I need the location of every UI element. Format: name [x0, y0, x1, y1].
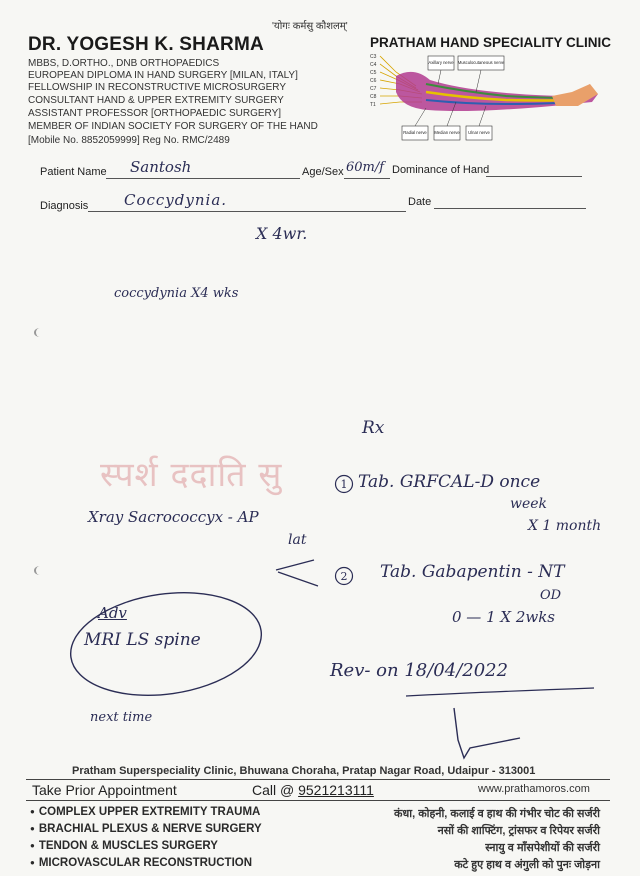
- motto: 'योगः कर्मसु कौशलम्': [272, 21, 348, 32]
- punch-hole: [34, 328, 45, 337]
- age-sex-line: [344, 178, 390, 179]
- patient-name-line: [106, 178, 300, 179]
- medicine-1: Tab. GRFCAL-D once: [358, 472, 541, 492]
- dominance-line: [486, 176, 582, 177]
- duration-note: X 4wr.: [256, 224, 308, 243]
- arm-nerve-diagram: [366, 52, 606, 148]
- age-sex-label: Age/Sex: [302, 166, 344, 178]
- advice-heading: Adv: [98, 604, 127, 622]
- footer-divider: [26, 779, 610, 780]
- service-item-hindi: कंधा, कोहनी, कलाई व हाथ की गंभीर चोट की सर्जरी: [394, 808, 600, 820]
- clinic-address: Pratham Superspeciality Clinic, Bhuwana Choraha, Pratap Nagar Road, Udaipur - 313001: [72, 765, 536, 777]
- patient-name-value: Santosh: [130, 158, 192, 176]
- nerve-label: Radial nerve: [403, 130, 427, 135]
- service-item: ● TENDON & MUSCLES SURGERY: [30, 840, 218, 852]
- phone-number[interactable]: 9521213111: [298, 782, 374, 798]
- item-number-1: [334, 474, 354, 494]
- item-number-2: [334, 566, 354, 586]
- medicine-1-frequency: week: [510, 496, 548, 512]
- nerve-level-label: C4: [370, 62, 377, 68]
- diagnosis-label: Diagnosis: [40, 200, 89, 212]
- date-line: [434, 208, 586, 209]
- nerve-level-label: C7: [370, 86, 377, 92]
- patient-name-label: Patient Name: [40, 166, 107, 178]
- diagnosis-value: Coccydynia.: [124, 191, 228, 209]
- doctor-name: DR. YOGESH K. SHARMA: [28, 34, 264, 55]
- service-item: ● BRACHIAL PLEXUS & NERVE SURGERY: [30, 823, 262, 835]
- rx-symbol: Rx: [362, 418, 385, 438]
- date-label: Date: [408, 196, 432, 208]
- nerve-label: Ulnar nerve: [468, 130, 490, 135]
- call-label: Call @: [252, 782, 295, 798]
- nerve-level-label: C3: [370, 54, 377, 60]
- service-item-hindi: नसों की शाफ्टिंग, ट्रांसफर व रिपेयर सर्जरी: [437, 825, 600, 837]
- credential-line: EUROPEAN DIPLOMA IN HAND SURGERY [MILAN, ITALY]: [28, 70, 298, 81]
- age-sex-value: 60m/f: [346, 160, 385, 175]
- nerve-label: Axillary nerve: [428, 60, 454, 65]
- nerve-level-label: C5: [370, 70, 377, 76]
- nerve-level-label: C8: [370, 94, 377, 100]
- medicine-2-duration: 0 — 1 X 2wks: [452, 608, 556, 626]
- credential-line: MEMBER OF INDIAN SOCIETY FOR SURGERY OF THE HAND: [28, 121, 318, 132]
- service-item-hindi: कटे हुए हाथ व अंगुली को पुनः जोड़ना: [454, 859, 600, 871]
- svg-text:1: 1: [340, 478, 348, 491]
- medicine-1-duration: X 1 month: [528, 518, 602, 534]
- nerve-level-label: T1: [370, 102, 376, 108]
- svg-text:2: 2: [340, 570, 348, 583]
- punch-hole: [34, 566, 45, 575]
- complaint-note: coccydynia X4 wks: [114, 286, 239, 301]
- signature: [440, 706, 530, 768]
- medicine-2: Tab. Gabapentin - NT: [380, 562, 565, 582]
- nerve-label: Median nerve: [434, 130, 460, 135]
- dominance-label: Dominance of Hand: [392, 164, 490, 176]
- clinic-name: PRATHAM HAND SPECIALITY CLINIC: [370, 35, 612, 50]
- footer-divider: [26, 800, 610, 801]
- website[interactable]: www.prathamoros.com: [478, 783, 590, 795]
- nerve-label: Musculocutaneous nerve: [457, 60, 505, 65]
- appointment-note: Take Prior Appointment: [32, 782, 177, 798]
- credential-line: MBBS, D.ORTHO., DNB ORTHOPAEDICS: [28, 58, 220, 69]
- diagnosis-line: [88, 211, 406, 212]
- medicine-2-dose: OD: [540, 588, 562, 603]
- watermark: स्पर्श ददाति सु: [100, 455, 283, 495]
- service-item: ● COMPLEX UPPER EXTREMITY TRAUMA: [30, 806, 260, 818]
- mri-advice: MRI LS spine: [84, 630, 201, 650]
- nerve-level-label: C6: [370, 78, 377, 84]
- review-note: Rev- on 18/04/2022: [330, 660, 509, 681]
- credential-line: FELLOWSHIP IN RECONSTRUCTIVE MICROSURGERY: [28, 82, 286, 93]
- next-time-note: next time: [90, 710, 153, 725]
- xray-lateral: lat: [288, 532, 307, 548]
- contact-line: [Mobile No. 8852059999] Reg No. RMC/2489: [28, 135, 230, 146]
- xray-advice: Xray Sacrococcyx - AP: [88, 508, 259, 526]
- credential-line: CONSULTANT HAND & UPPER EXTREMITY SURGERY: [28, 95, 284, 106]
- credential-line: ASSISTANT PROFESSOR [ORTHOPAEDIC SURGERY]: [28, 108, 282, 119]
- service-item-hindi: स्नायु व माँसपेशीयों की सर्जरी: [485, 842, 600, 854]
- call-line: [252, 782, 374, 798]
- service-item: ● MICROVASCULAR RECONSTRUCTION: [30, 857, 252, 869]
